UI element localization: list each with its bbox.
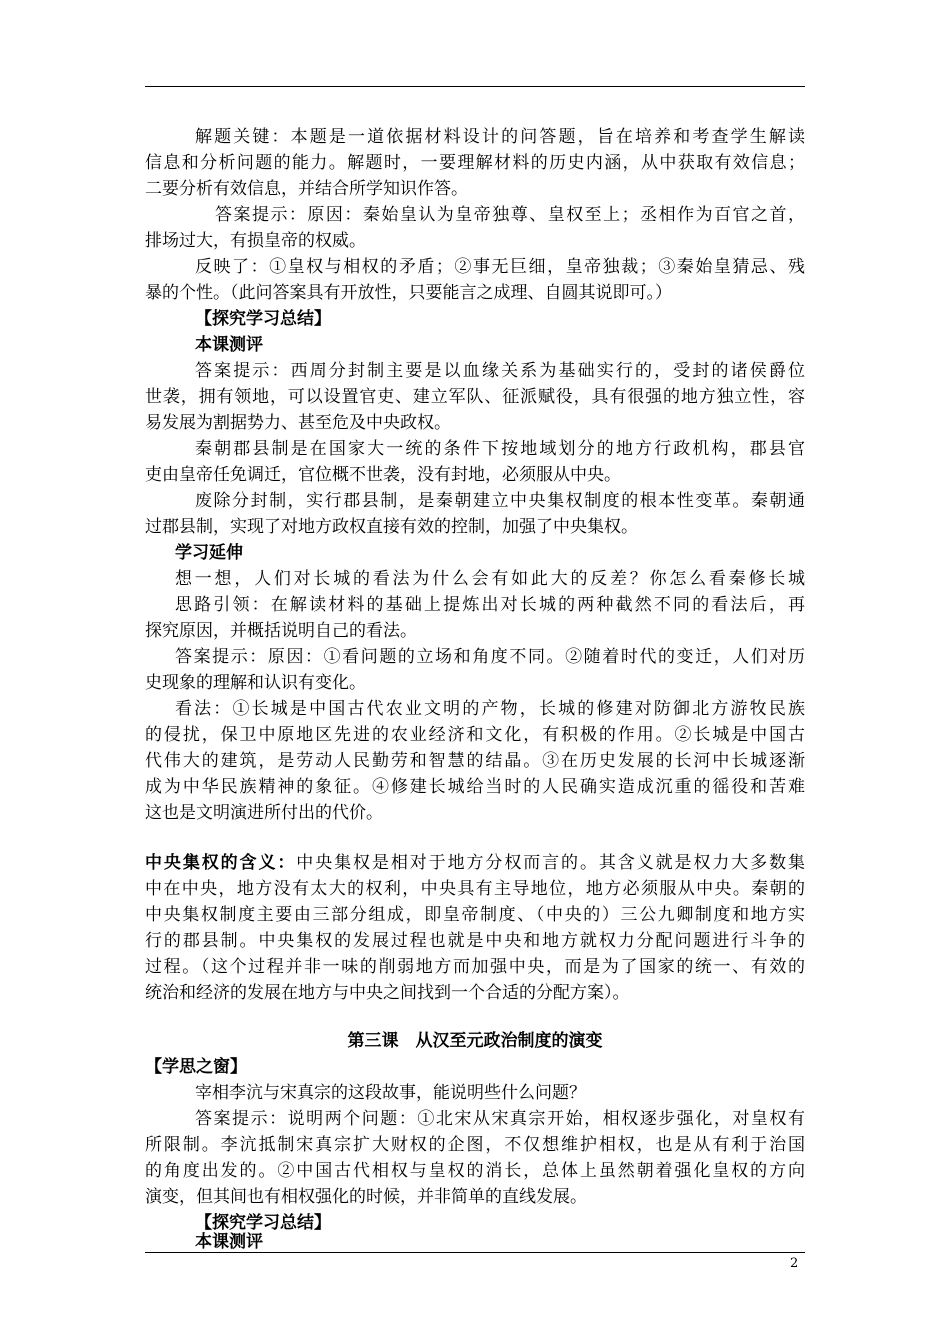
text-line: 反映了：①皇权与相权的矛盾；②事无巨细，皇帝独裁；③秦始皇猜忌、残 — [195, 257, 805, 277]
text-line: 答案提示：说明两个问题：①北宋从宋真宗开始，相权逐步强化，对皇权有 — [195, 1109, 805, 1129]
definition-term: 中央集权的含义： — [145, 853, 297, 873]
text-line: 这也是文明演进所付出的代价。 — [145, 803, 383, 823]
text-line: 探究原因，并概括说明自己的看法。 — [145, 621, 417, 641]
text-line: 想一想，人们对长城的看法为什么会有如此大的反差？你怎么看秦修长城 — [175, 569, 805, 589]
lesson-title: 第三课 从汉至元政治制度的演变 — [347, 1031, 603, 1051]
text-line: 废除分封制，实行郡县制，是秦朝建立中央集权制度的根本性变革。秦朝通 — [195, 491, 805, 511]
text-line: 史现象的理解和认识有变化。 — [145, 673, 366, 693]
text-line: 行的郡县制。中央集权的发展过程也就是中央和地方就权力分配问题进行斗争的 — [145, 931, 805, 951]
header-rule — [145, 86, 805, 87]
text-line: 易发展为割据势力、甚至危及中央政权。 — [145, 413, 451, 433]
text-line: 演变，但其间也有相权强化的时候，并非简单的直线发展。 — [145, 1187, 587, 1207]
section-heading: 【学思之窗】 — [145, 1057, 247, 1077]
text-line: 成为中华民族精神的象征。④修建长城给当时的人民确实造成沉重的徭役和苦难 — [145, 777, 805, 797]
text-line: 过郡县制，实现了对地方政权直接有效的控制，加强了中央集权。 — [145, 517, 638, 537]
text-line: 的角度出发的。②中国古代相权与皇权的消长，总体上虽然朝着强化皇权的方向 — [145, 1161, 805, 1181]
section-heading: 【探究学习总结】 — [195, 1213, 331, 1233]
text-line: 统治和经济的发展在地方与中央之间找到一个合适的分配方案）。 — [145, 983, 630, 1003]
section-heading: 本课测评 — [195, 335, 263, 355]
section-heading: 学习延伸 — [175, 543, 243, 563]
text-line: 宰相李沆与宋真宗的这段故事，能说明些什么问题？ — [195, 1083, 586, 1103]
text-line: 二要分析有效信息，并结合所学知识作答。 — [145, 179, 468, 199]
text-line: 中在中央，地方没有太大的权利，中央具有主导地位，地方必须服从中央。秦朝的 — [145, 879, 805, 899]
text-line: 答案提示：原因：秦始皇认为皇帝独尊、皇权至上；丞相作为百官之首， — [215, 205, 805, 225]
text-line: 世袭，拥有领地，可以设置官吏、建立军队、征派赋役，具有很强的地方独立性，容 — [145, 387, 805, 407]
text-line: 解题关键：本题是一道依据材料设计的问答题，旨在培养和考查学生解读 — [195, 127, 805, 147]
text-line: 吏由皇帝任免调迁，官位概不世袭，没有封地，必须服从中央。 — [145, 465, 621, 485]
text-line: 中央集权制度主要由三部分组成，即皇帝制度、（中央的）三公九卿制度和地方实 — [145, 905, 805, 925]
text-line: 答案提示：西周分封制主要是以血缘关系为基础实行的，受封的诸侯爵位 — [195, 361, 805, 381]
text-line: 答案提示：原因：①看问题的立场和角度不同。②随着时代的变迁，人们对历 — [175, 647, 805, 667]
text-line: 暴的个性。（此问答案具有开放性，只要能言之成理、自圆其说即可。） — [145, 283, 672, 303]
footer-rule — [145, 1252, 805, 1253]
section-heading: 本课测评 — [195, 1232, 263, 1252]
section-heading: 【探究学习总结】 — [195, 309, 331, 329]
definition-paragraph-first-line — [145, 850, 805, 876]
text-line: 所限制。李沆抵制宋真宗扩大财权的企图，不仅想维护相权，也是从有利于治国 — [145, 1135, 805, 1155]
text-line: 过程。（这个过程并非一味的削弱地方而加强中央，而是为了国家的统一、有效的 — [145, 957, 805, 977]
text-line: 看法：①长城是中国古代农业文明的产物，长城的修建对防御北方游牧民族 — [175, 699, 805, 719]
text-line: 信息和分析问题的能力。解题时，一要理解材料的历史内涵，从中获取有效信息； — [145, 153, 805, 173]
text-line: 的侵扰，保卫中原地区先进的农业经济和文化，有积极的作用。②长城是中国古 — [145, 725, 805, 745]
page-number: 2 — [790, 1256, 799, 1271]
text-line: 排场过大，有损皇帝的权威。 — [145, 231, 366, 251]
text-line: 秦朝郡县制是在国家大一统的条件下按地域划分的地方行政机构，郡县官 — [195, 439, 805, 459]
text-line: 思路引领：在解读材料的基础上提炼出对长城的两种截然不同的看法后，再 — [175, 595, 805, 615]
text-line: 代伟大的建筑，是劳动人民勤劳和智慧的结晶。③在历史发展的长河中长城逐渐 — [145, 751, 805, 771]
definition-text: 中央集权是相对于地方分权而言的。其含义就是权力大多数集 — [296, 853, 805, 873]
